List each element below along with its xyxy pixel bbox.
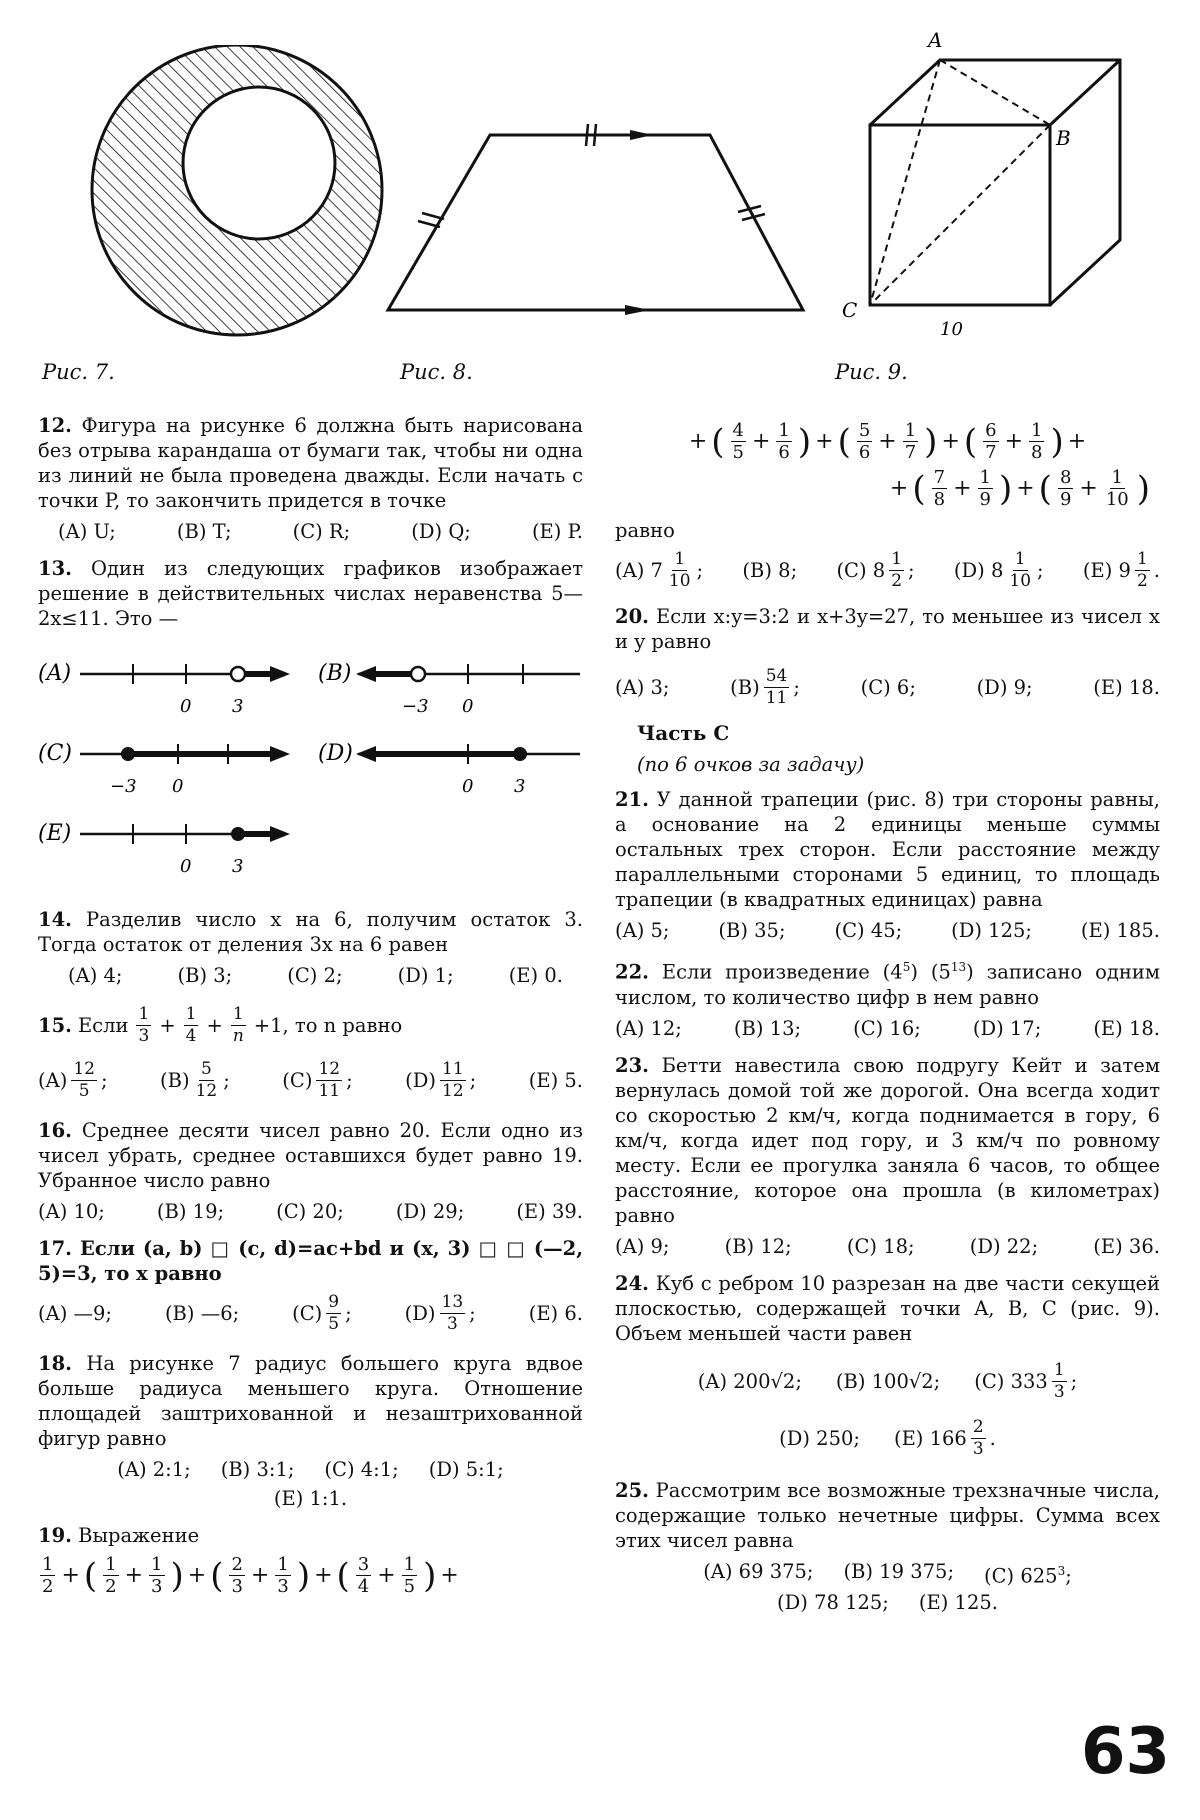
q14: 14. Разделив число x на 6, получим остаток 3. Тогда остаток от деления 3x на 6 равен — [38, 908, 583, 956]
svg-text:(B): (B) — [318, 661, 352, 686]
q15: 15. Если $\frac{1}{3}$ + $\frac{1}{4}$ + $\frac{1}{n}$ +1, то n равно — [38, 1004, 403, 1046]
svg-text:3: 3 — [232, 696, 244, 717]
right-column — [615, 420, 1160, 1627]
svg-text:0: 0 — [462, 776, 474, 797]
svg-text:(D): (D) — [318, 741, 353, 766]
q16-options: (A) 10; (B) 19; (C) 20; (D) 29; (E) 39. — [38, 1200, 583, 1223]
label-c: C — [842, 298, 858, 322]
part-c-subtitle: (по 6 очков за задачу) — [637, 753, 865, 776]
caption-fig9: Рис. 9. — [835, 360, 908, 384]
q19-tail: равно — [615, 519, 675, 542]
q20: 20. Если x:y=3:2 и x+3y=27, то меньшее из чисел x и y равно — [615, 605, 1160, 653]
svg-text:0: 0 — [172, 776, 184, 797]
q19-expression-line2: + ( $\frac{4}{5}$ + $\frac{1}{6}$ ) + ( $\frac{5}{6}$ + $\frac{1}{7}$ ) + ( $\frac{6}{7}$ + $\frac{1}{8}$ ) + — [688, 420, 1087, 463]
q17: 17. Если (a, b) □ (c, d)=ac+bd и (x, 3) □ □ (—2, 5)=3, то x равно — [38, 1237, 583, 1285]
q20-options: (A) 3; (B) $\frac{54}{11}$ ; (C) 6; (D) 9; (E) 18. — [615, 666, 1160, 708]
q18: 18. На рисунке 7 радиус большего круга вдвое больше радиуса меньшего круга. Отношение площадей заштрихованной и незаштрихованной фигур равно — [38, 1352, 584, 1450]
q23: 23. Бетти навестила свою подругу Кейт и затем вернулась домой той же дорогой. Она всегда ходит со скоростью 2 км/ч, когда поднимается в гору, 6 км/ч, когда идет под гору, и 3 км/ч по ровному месту. Если ее прогулка заняла 6 часов, то общее расстояние, которое она прошла (в километрах) равно — [615, 1053, 1160, 1227]
figure-8-trapezoid — [380, 110, 820, 320]
svg-text:0: 0 — [180, 696, 192, 717]
svg-text:−3: −3 — [402, 696, 429, 717]
q13-graphs — [38, 637, 583, 907]
left-column: 12. Фигура на рисунке 6 должна быть нарисована без отрыва карандаша от бумаги так, чтобы ни одна из линий не была проведена дважды. Если начать с точки P, то закончить придется в точке (A) U; (B) T; (C) R; (D) Q; (E) P. 13. Один из следующих графиков изображает решение в действительных числах неравенства 5—2x≤11. Это — (A) 0 3 (B) −3 0 (C) −3 0 (D) 0 3 (E) 0 3 14. Разделив число x на 6, получим остаток 3. Тогда остаток от деления 3x на 6 равен (A) 4; (B) 3; (C) 2; (D) 1; (E) 0. 15. Если $\frac{1}{3}$ + $\frac{1}{4}$ + $\frac{1}{n}$ +1, то n равно (A) $\frac{12}{5}$ ; (B) $\frac{5}{12}$ ; (C) $\frac{12}{11}$ ; (D) $\frac{11}{12}$ ; (E) 5. 16. Среднее десяти чисел равно 20. Если одно из чисел убрать, среднее оставшихся будет равно 19. Убранное число равно (A) 10; (B) 19; (C) 20; (D) 29; (E) 39. 17. Если (a, b) □ (c, d)=ac+bd и (x, 3) □ □ (—2, 5)=3, то x равно (A) —9; (B) —6; (C) $\frac{9}{5}$ ; (D) $\frac{13}{3}$ ; (E) 6. 18. На рисунке 7 радиус большего круга вдвое больше радиуса меньшего круга. Отношение площадей заштрихованной и незаштрихованной фигур равно (A) 2:1; (B) 3:1; (C) 4:1; (D) 5:1; (E) 1:1. 19. Выражение $\frac{1}{2}$ + ( $\frac{1}{2}$ + $\frac{1}{3}$ ) + ( $\frac{2}{3}$ + $\frac{1}{3}$ ) + ( $\frac{3}{4}$ + $\frac{1}{5}$ ) + — [38, 413, 583, 1597]
q15-options: (A) $\frac{12}{5}$ ; (B) $\frac{5}{12}$ ; (C) $\frac{12}{11}$ ; (D) $\frac{11}{12}$ ; (E) 5. — [38, 1059, 583, 1101]
q25-options-row2: (D) 78 125; (E) 125. — [777, 1591, 998, 1614]
label-edge: 10 — [940, 319, 963, 340]
q19-expression-line1: $\frac{1}{2}$ + ( $\frac{1}{2}$ + $\frac{1}{3}$ ) + ( $\frac{2}{3}$ + $\frac{1}{3}$ ) + ( $\frac{3}{4}$ + $\frac{1}{5}$ ) + — [42, 1554, 459, 1597]
caption-fig8: Рис. 8. — [400, 360, 473, 384]
svg-text:3: 3 — [232, 856, 244, 877]
q23-options: (A) 9; (B) 12; (C) 18; (D) 22; (E) 36. — [615, 1234, 1160, 1258]
page-number: 63 — [1080, 1715, 1170, 1789]
q17-options: (A) —9; (B) —6; (C) $\frac{9}{5}$ ; (D) $\frac{13}{3}$ ; (E) 6. — [38, 1292, 583, 1334]
svg-text:0: 0 — [462, 696, 474, 717]
q22-options: (A) 12; (B) 13; (C) 16; (D) 17; (E) 18. — [615, 1016, 1160, 1040]
q19-expression-line3: + ( $\frac{7}{8}$ + $\frac{1}{9}$ ) + ( $\frac{8}{9}$ + $\frac{1}{10}$ ) — [889, 467, 1150, 510]
q14-options: (A) 4; (B) 3; (C) 2; (D) 1; (E) 0. — [68, 964, 563, 987]
svg-text:3: 3 — [514, 776, 526, 797]
svg-text:−3: −3 — [110, 776, 137, 797]
graph-b — [318, 652, 588, 722]
q19: 19. Выражение — [38, 1524, 200, 1547]
graph-d — [318, 732, 588, 802]
graph-a — [38, 652, 298, 722]
q16: 16. Среднее десяти чисел равно 20. Если одно из чисел убрать, среднее оставшихся будет равно 19. Убранное число равно — [38, 1119, 583, 1192]
figure-9-cube — [840, 25, 1140, 345]
graph-c — [38, 732, 298, 802]
graph-e — [38, 812, 298, 882]
svg-text:0: 0 — [180, 856, 192, 877]
q22: 22. Если произведение $(4^5)$ $(5^{13})$ записано одним числом, то количество цифр в нем равно — [615, 960, 1161, 1009]
q21: 21. У данной трапеции (рис. 8) три стороны равны, а основание на 2 единицы меньше суммы остальных трех сторон. Если расстояние между параллельными сторонами 5 единиц, то площадь трапеции (в квадратных единицах) равна — [615, 788, 1161, 911]
q25-options-row1: (A) 69 375; (B) 19 375; (C) $625^3$; — [703, 1559, 1072, 1587]
q13: 13. Один из следующих графиков изображает решение в действительных числах неравенства 5—2x≤11. Это — — [38, 557, 584, 630]
q24-options-row2: (D) 250; (E) 166 $\frac{2}{3}$ . — [779, 1416, 996, 1459]
caption-fig7: Рис. 7. — [42, 360, 115, 384]
q18-options: (A) 2:1; (B) 3:1; (C) 4:1; (D) 5:1; — [117, 1458, 504, 1481]
label-a: A — [928, 28, 943, 52]
q12-options: (A) U; (B) T; (C) R; (D) Q; (E) P. — [58, 520, 583, 543]
part-c-title: Часть С — [637, 721, 730, 745]
svg-text:(A): (A) — [38, 661, 72, 686]
q21-options: (A) 5; (B) 35; (C) 45; (D) 125; (E) 185. — [615, 919, 1160, 942]
q24-options-row1: (A) 200√2; (B) 100√2; (C) 333 $\frac{1}{3}$ ; — [697, 1359, 1078, 1402]
label-b: B — [1056, 126, 1071, 150]
q24: 24. Куб с ребром 10 разрезан на две части секущей плоскостью, содержащей точки A, B, C (рис. 9). Объем меньшей части равен — [615, 1271, 1160, 1345]
svg-text:(E): (E) — [38, 821, 72, 846]
figure-7-circles — [85, 45, 425, 345]
q25: 25. Рассмотрим все возможные трехзначные числа, содержащие только нечетные цифры. Сумма всех этих чисел равна — [615, 1478, 1160, 1552]
q19-options: (A) 7 $\frac{1}{10}$ ; (B) 8; (C) 8 $\frac{1}{2}$ ; (D) 8 $\frac{1}{10}$ ; (E) 9 $\frac{1}{2}$ . — [615, 549, 1160, 591]
svg-text:(C): (C) — [38, 741, 72, 766]
q12: 12. Фигура на рисунке 6 должна быть нарисована без отрыва карандаша от бумаги так, чтобы ни одна из линий не была проведена дважды. Если начать с точки P, то закончить придется в точке — [38, 414, 583, 512]
